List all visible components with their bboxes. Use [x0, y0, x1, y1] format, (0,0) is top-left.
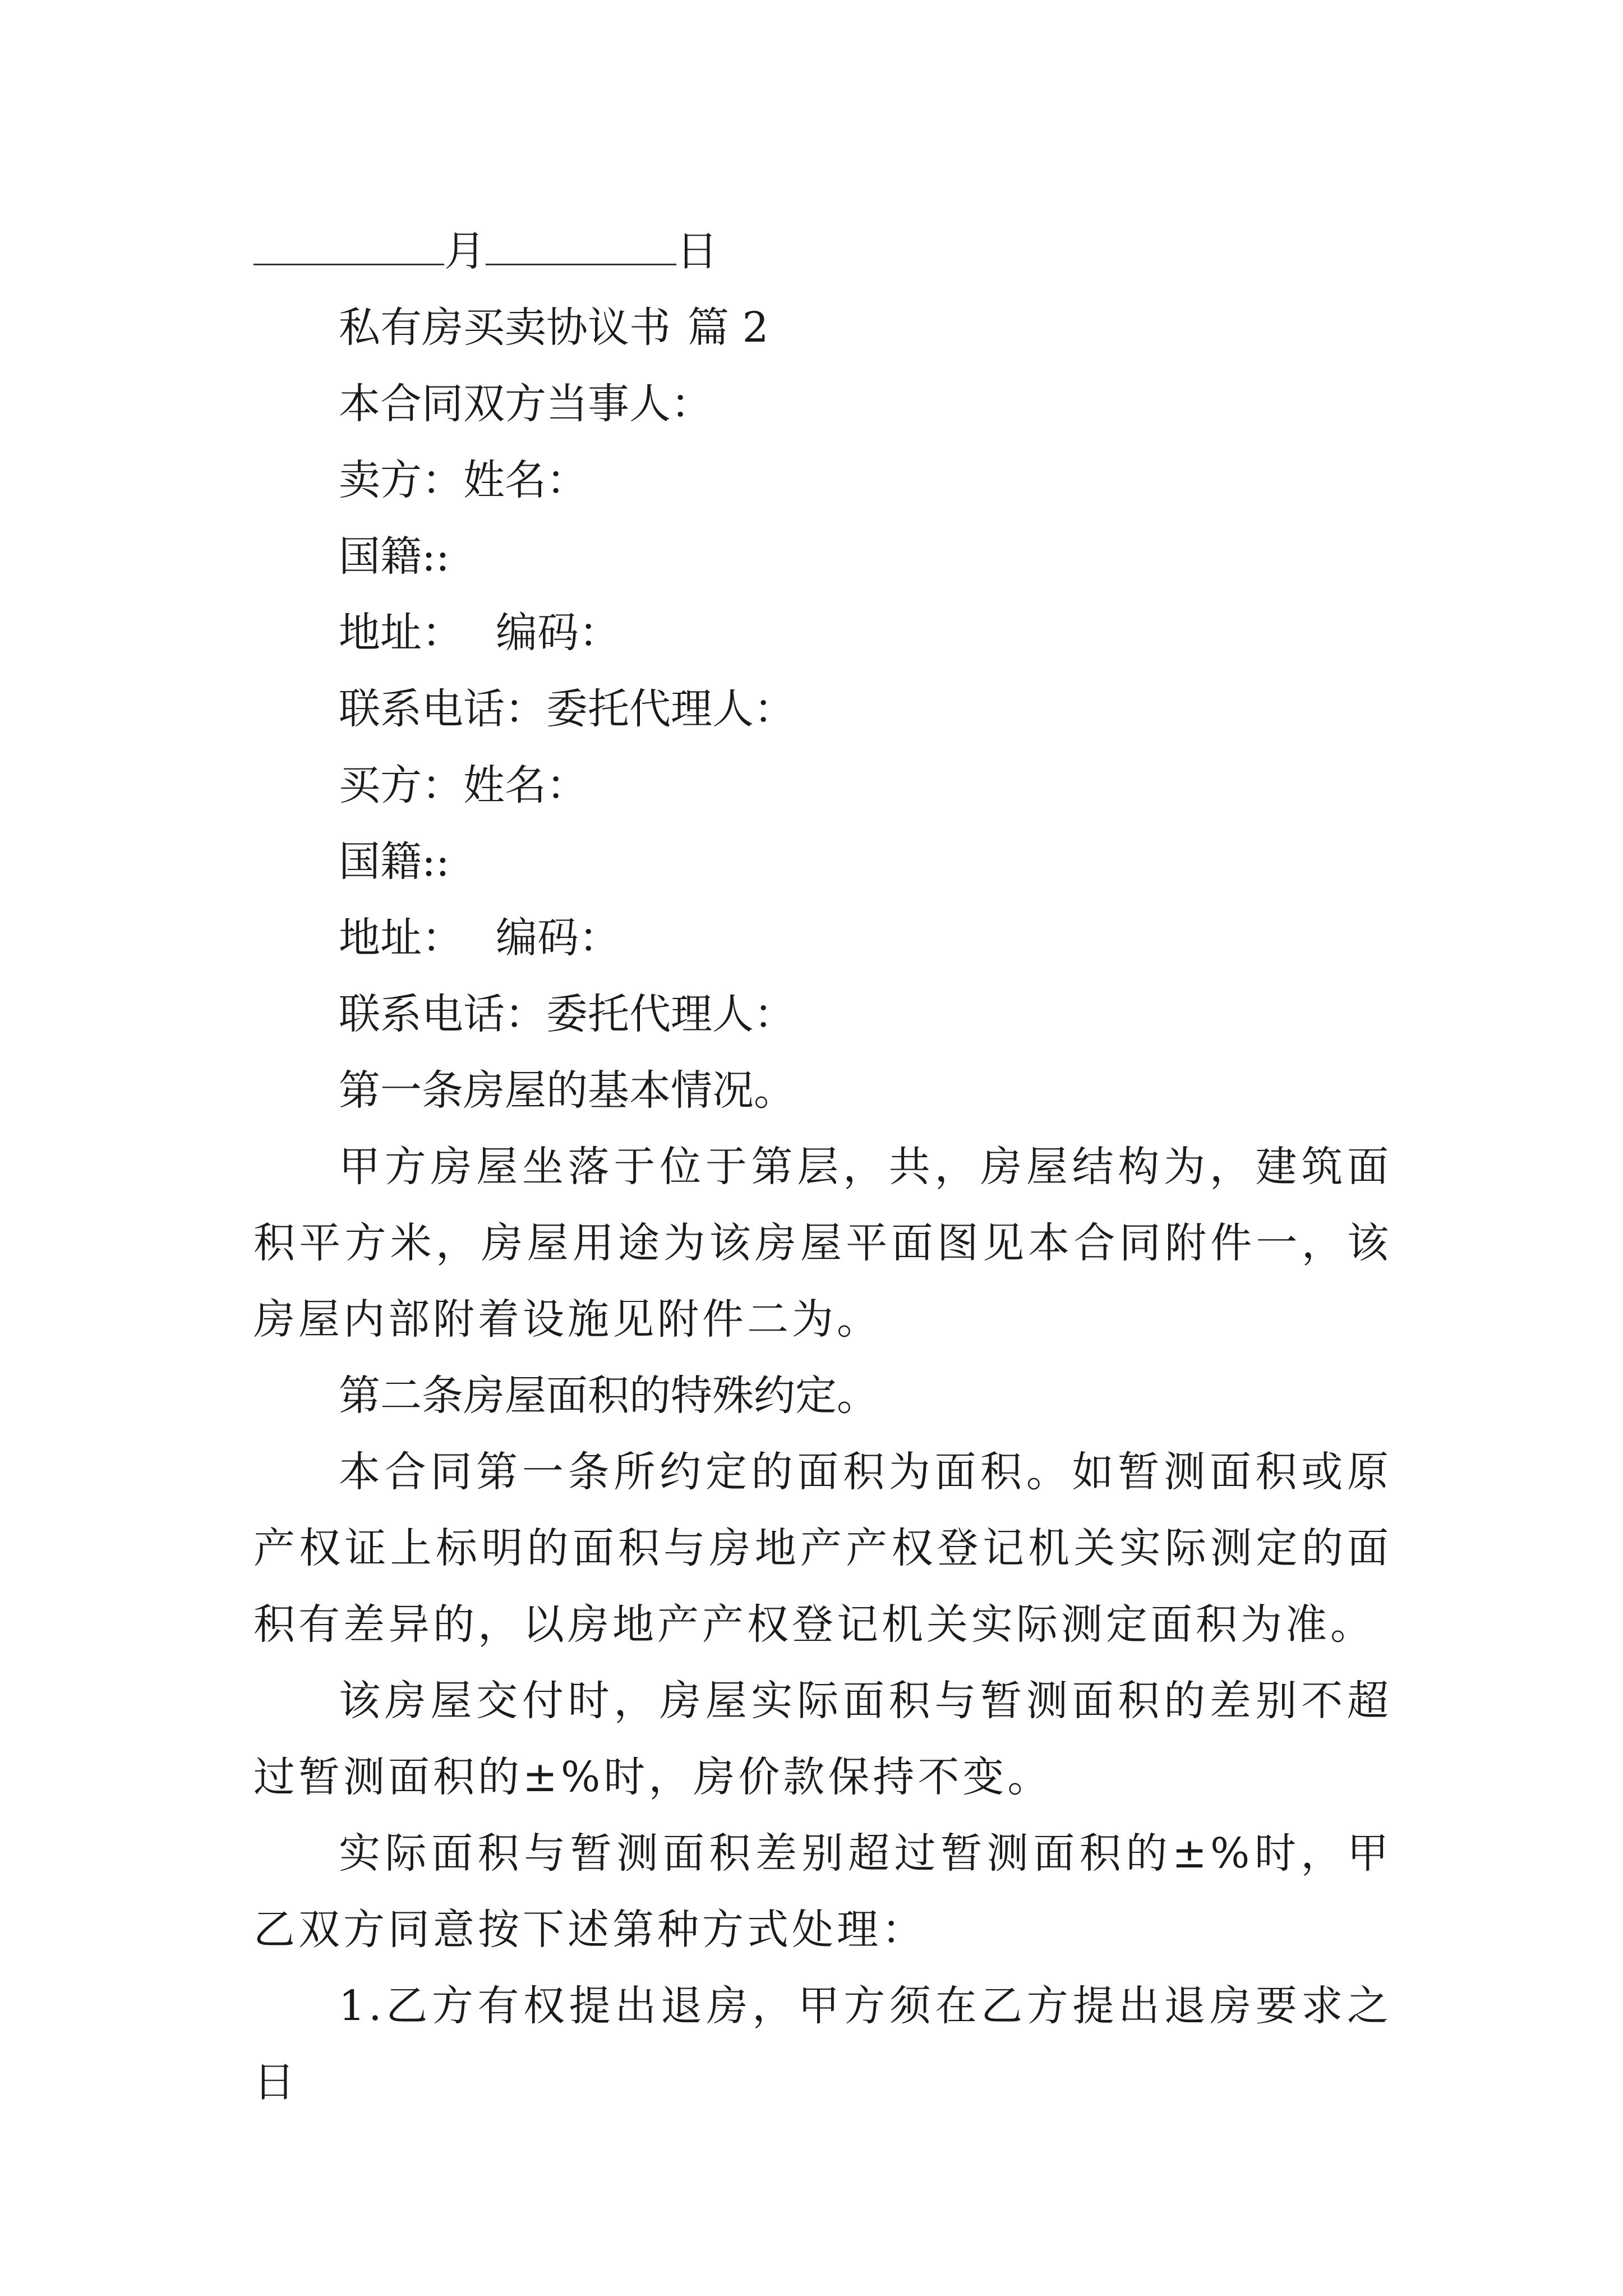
- title-section: 篇 2: [688, 303, 769, 352]
- buyer-address-label: 地址：: [339, 914, 463, 962]
- buyer-name: 买方：姓名：: [339, 761, 588, 809]
- date-line: [253, 213, 1392, 289]
- seller-contact: 联系电话：委托代理人：: [339, 685, 795, 733]
- document-title: [253, 289, 1392, 366]
- day-label: 日: [676, 227, 718, 275]
- seller-address-label: 地址：: [339, 609, 463, 657]
- seller-postcode-label: 编码：: [496, 609, 620, 657]
- buyer-address: [253, 900, 1392, 976]
- document-body: [253, 213, 1392, 2120]
- month-label: 月: [444, 227, 486, 275]
- title-text: 私有房买卖协议书: [339, 303, 671, 352]
- seller-address: [253, 595, 1392, 671]
- article2-paragraph: 该房屋交付时，房屋实际面积与暂测面积的差别不超过暂测面积的±%时，房价款保持不变。: [253, 1677, 1392, 1801]
- parties-intro: 本合同双方当事人：: [339, 380, 712, 428]
- article1-body: 甲方房屋坐落于位于第层，共，房屋结构为，建筑面积平方米，房屋用途为该房屋平面图见本合同附件一，该房屋内部附着设施见附件二为。: [253, 1143, 1392, 1343]
- article2-paragraph: 本合同第一条所约定的面积为面积。如暂测面积或原产权证上标明的面积与房地产产权登记机关实际测定的面积有差异的，以房地产产权登记机关实际测定面积为准。: [253, 1448, 1392, 1649]
- seller-nationality: 国籍::: [339, 532, 450, 581]
- article2-paragraph: 实际面积与暂测面积差别超过暂测面积的±%时，甲乙双方同意按下述第种方式处理：: [253, 1829, 1392, 1954]
- buyer-contact: 联系电话：委托代理人：: [339, 990, 795, 1038]
- seller-name: 卖方：姓名：: [339, 456, 588, 504]
- article2-heading: 第二条房屋面积的特殊约定。: [339, 1372, 878, 1420]
- buyer-nationality: 国籍::: [339, 838, 450, 886]
- month-blank: [253, 224, 444, 265]
- article1-heading: 第一条房屋的基本情况。: [339, 1066, 795, 1115]
- article2-paragraph: 1.乙方有权提出退房，甲方须在乙方提出退房要求之日: [253, 1982, 1392, 2106]
- day-blank: [486, 224, 676, 265]
- buyer-postcode-label: 编码：: [496, 914, 620, 962]
